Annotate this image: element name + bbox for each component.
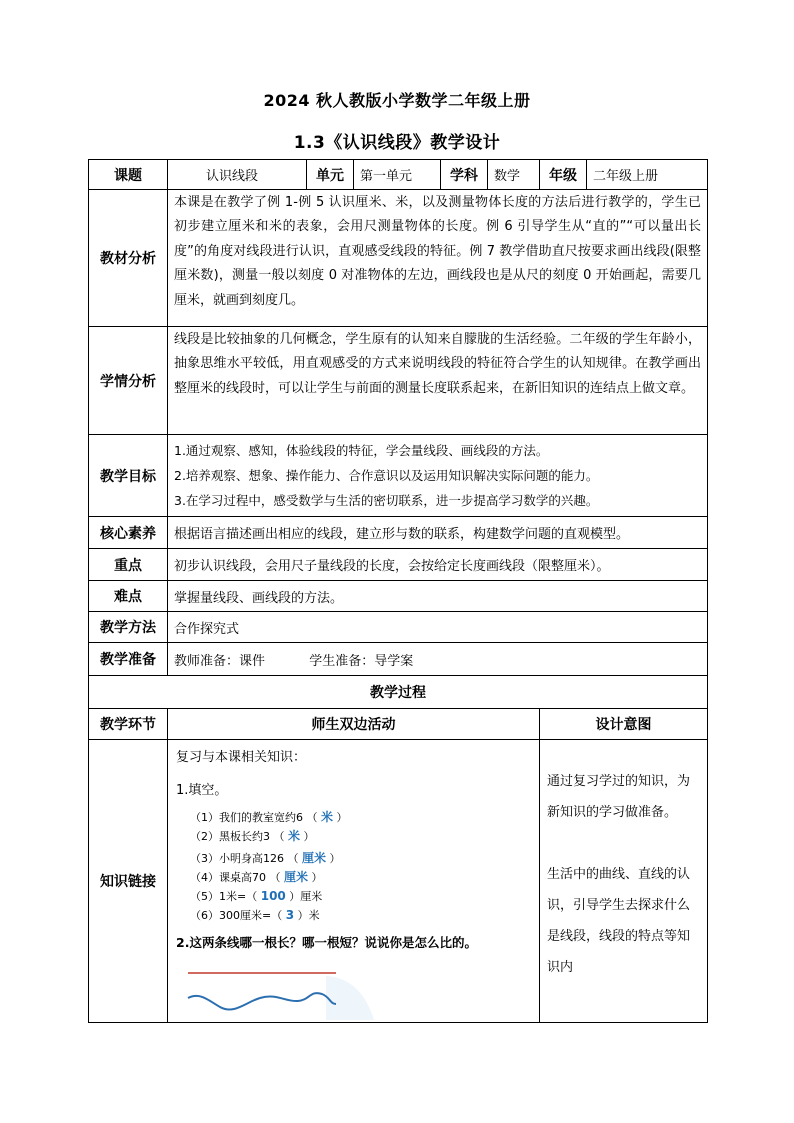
lesson-title: 1.3《认识线段》教学设计: [293, 133, 501, 153]
fill-title: 1.填空。: [176, 783, 228, 798]
method-text: 合作探究式: [168, 612, 708, 643]
col-activity-header: 师生双边活动: [168, 709, 540, 740]
answer-2: 米: [288, 829, 301, 843]
col-stage-header: 教学环节: [89, 709, 168, 740]
core-label: 核心素养: [89, 517, 168, 549]
blue-curved-line: [188, 993, 336, 1009]
process-title: 教学过程: [89, 676, 708, 709]
answer-5: 100: [260, 889, 286, 903]
difficulty-row: [89, 581, 708, 612]
process-title-row: [89, 676, 708, 709]
knowledge-link-row: [89, 740, 708, 1023]
prep-row: [89, 643, 708, 676]
line-compare-figure: [176, 958, 376, 1020]
goals-row: [89, 435, 708, 517]
topic-value: 认识线段: [168, 160, 307, 190]
question-2: 2.这两条线哪一根长？哪一根短？说说你是怎么比的。: [176, 935, 477, 950]
document-title: 2024 秋人教版小学数学二年级上册: [263, 91, 531, 110]
difficulty-label: 难点: [89, 581, 168, 612]
goals-label: 教学目标: [89, 435, 168, 517]
intent-text-1: 通过复习学过的知识，为新知识的学习做准备。: [547, 774, 691, 820]
fill-item-4: （4）课桌高70 （ 厘米 ）: [190, 870, 323, 884]
student-text: 线段是比较抽象的几何概念，学生原有的认知来自朦胧的生活经验。二年级的学生年龄小，抽象思维水平较低，用直观感受的方式来说明线段的特征符合学生的认知规律。在教学画出整厘米的线段时，可以让学生与前面的测量长度联系起来，在新旧知识的连结点上做文章。: [168, 327, 708, 435]
goal-item: 2.培养观察、想象、操作能力、合作意识以及运用知识解决实际问题的能力。: [174, 468, 599, 483]
goal-item: 1.通过观察、感知，体验线段的特征，学会量线段、画线段的方法。: [174, 443, 549, 458]
method-label: 教学方法: [89, 612, 168, 643]
fill-item-3: （3）小明身高126 （ 厘米 ）: [190, 851, 341, 865]
topic-label: 课题: [89, 160, 168, 190]
grade-label: 年级: [540, 160, 587, 190]
material-text: 本课是在教学了例 1-例 5 认识厘米、米，以及测量物体长度的方法后进行教学的，学生已初步建立厘米和米的表象，会用尺测量物体的长度。例 6 引导学生从“直的”“可以量出长度”的角度对线段进行认识，直观感受线段的特征。例 7 教学借助直尺按要求画出线段(限整厘米数)，测量一般以刻度 0 对准物体的左边，画线段也是从尺的刻度 0 开始画起，需要几厘米，就画到刻度几。: [168, 190, 708, 327]
decorative-shape: [326, 976, 374, 1020]
subject-label: 学科: [441, 160, 488, 190]
prep-student: 学生准备：导学案: [309, 653, 414, 669]
key-text: 初步认识线段，会用尺子量线段的长度，会按给定长度画线段（限整厘米）。: [168, 549, 708, 581]
subject-value: 数学: [488, 160, 540, 190]
fill-item-6: （6）300厘米=（ 3 ）米: [190, 908, 320, 922]
prep-label: 教学准备: [89, 643, 168, 676]
fill-item-5: （5）1米=（ 100 ）厘米: [190, 889, 323, 903]
answer-1: 米: [321, 810, 334, 824]
key-row: [89, 549, 708, 581]
goals-list: [168, 435, 708, 517]
goal-item: 3.在学习过程中，感受数学与生活的密切联系，进一步提高学习数学的兴趣。: [174, 493, 599, 508]
process-header-row: [89, 709, 708, 740]
prep-teacher: 教师准备：课件: [174, 653, 266, 669]
intent-text-2: 生活中的曲线、直线的认识，引导学生去探求什么是线段，线段的特点等知识内: [547, 867, 691, 975]
grade-value: 二年级上册: [587, 160, 708, 190]
answer-3: 厘米: [302, 851, 327, 865]
difficulty-text: 掌握量线段、画线段的方法。: [168, 581, 708, 612]
answer-6: 3: [285, 908, 295, 922]
core-row: [89, 517, 708, 549]
material-row: [89, 190, 708, 327]
design-intent-cell: [540, 740, 708, 1023]
unit-value: 第一单元: [354, 160, 441, 190]
stage-knowledge-link: 知识链接: [89, 740, 168, 1023]
col-intent-header: 设计意图: [540, 709, 708, 740]
review-intro: 复习与本课相关知识：: [176, 750, 307, 765]
unit-label: 单元: [307, 160, 354, 190]
material-label: 教材分析: [89, 190, 168, 327]
prep-values: [168, 643, 708, 676]
student-label: 学情分析: [89, 327, 168, 435]
core-text: 根据语言描述画出相应的线段，建立形与数的联系，构建数学问题的直观模型。: [168, 517, 708, 549]
lesson-plan-table: [88, 159, 708, 1023]
activity-cell: [168, 740, 540, 1023]
student-row: [89, 327, 708, 435]
fill-item-2: （2）黑板长约3 （ 米 ）: [190, 829, 315, 843]
key-label: 重点: [89, 549, 168, 581]
fill-item-1: （1）我们的教室宽约6 （ 米 ）: [190, 810, 348, 824]
method-row: [89, 612, 708, 643]
answer-4: 厘米: [284, 870, 309, 884]
info-row: [89, 160, 708, 190]
